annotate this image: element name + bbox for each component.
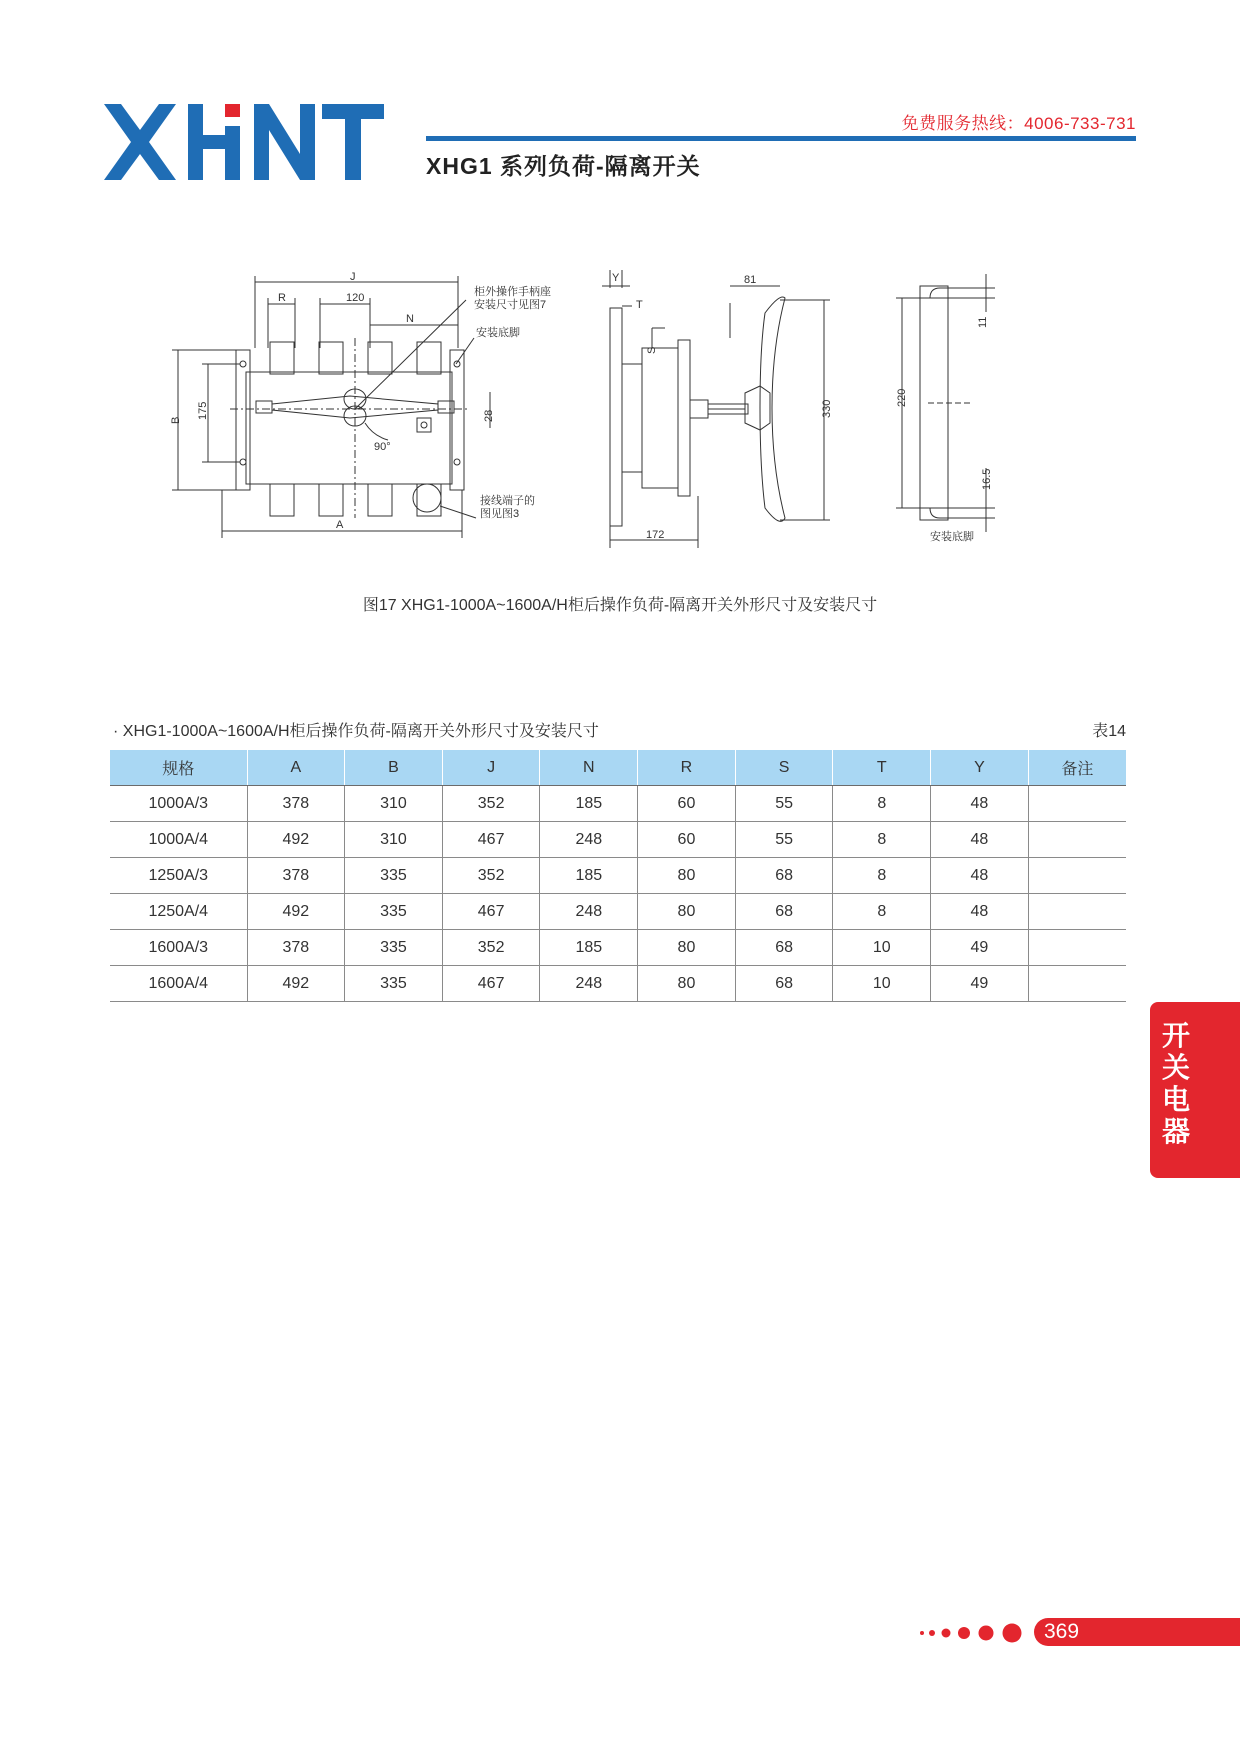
table-header-row	[110, 750, 1126, 786]
figure-caption: 图17 XHG1-1000A~1600A/H柜后操作负荷-隔离开关外形尺寸及安装尺寸	[362, 597, 878, 614]
value-cell: 352	[442, 858, 540, 894]
value-cell	[1028, 966, 1126, 1002]
value-cell: 335	[345, 930, 443, 966]
value-cell: 352	[442, 930, 540, 966]
table-row	[110, 858, 1126, 894]
table-row	[110, 786, 1126, 822]
value-cell: 68	[735, 966, 833, 1002]
dim-y: Y	[612, 272, 620, 284]
brand-logo	[104, 104, 384, 180]
note-handle-2: 安装尺寸见图7	[474, 299, 547, 311]
table-row	[110, 966, 1126, 1002]
dim-90: 90°	[374, 441, 391, 453]
col-header: 规格	[110, 750, 247, 786]
dim-r: R	[278, 292, 286, 304]
page-number-badge	[1034, 1618, 1240, 1646]
value-cell: 467	[442, 822, 540, 858]
note-handle-1: 柜外操作手柄座	[474, 286, 551, 298]
col-header: Y	[931, 750, 1029, 786]
value-cell: 80	[638, 966, 736, 1002]
value-cell: 68	[735, 930, 833, 966]
value-cell: 492	[247, 822, 345, 858]
spec-cell: 1600A/4	[110, 966, 247, 1002]
spec-cell: 1000A/4	[110, 822, 247, 858]
value-cell: 492	[247, 894, 345, 930]
page-title: XHG1 系列负荷-隔离开关	[426, 153, 701, 179]
dim-81: 81	[744, 274, 757, 286]
dim-172: 172	[646, 529, 665, 541]
dim-t: T	[636, 299, 643, 311]
value-cell: 185	[540, 858, 638, 894]
value-cell: 492	[247, 966, 345, 1002]
value-cell: 60	[638, 786, 736, 822]
value-cell: 49	[931, 930, 1029, 966]
spec-cell: 1250A/4	[110, 894, 247, 930]
value-cell: 467	[442, 966, 540, 1002]
value-cell	[1028, 858, 1126, 894]
value-cell: 49	[931, 966, 1029, 1002]
col-header: B	[345, 750, 443, 786]
table-row	[110, 822, 1126, 858]
hotline-text: 免费服务热线：4006-733-731	[901, 114, 1136, 133]
value-cell: 352	[442, 786, 540, 822]
col-header: R	[638, 750, 736, 786]
value-cell: 248	[540, 822, 638, 858]
value-cell: 80	[638, 858, 736, 894]
dim-b: B	[170, 416, 182, 424]
value-cell: 48	[931, 894, 1029, 930]
table-row	[110, 930, 1126, 966]
note-foot: 安装底脚	[476, 327, 520, 339]
value-cell: 8	[833, 786, 931, 822]
value-cell: 248	[540, 894, 638, 930]
spec-cell: 1600A/3	[110, 930, 247, 966]
value-cell: 335	[345, 858, 443, 894]
side-view	[602, 270, 833, 548]
value-cell: 48	[931, 786, 1029, 822]
value-cell: 8	[833, 858, 931, 894]
value-cell: 80	[638, 894, 736, 930]
table-row	[110, 894, 1126, 930]
value-cell: 378	[247, 858, 345, 894]
foot-view	[896, 274, 995, 543]
front-view	[170, 271, 551, 538]
dim-n: N	[406, 313, 414, 325]
value-cell: 310	[345, 786, 443, 822]
value-cell: 68	[735, 894, 833, 930]
header-divider	[426, 136, 1136, 141]
value-cell: 8	[833, 822, 931, 858]
spec-cell: 1000A/3	[110, 786, 247, 822]
value-cell	[1028, 894, 1126, 930]
value-cell: 10	[833, 930, 931, 966]
dim-s: S	[646, 346, 658, 354]
note-terminal-1: 接线端子的	[480, 495, 535, 507]
note-foot-2: 安装底脚	[930, 531, 974, 543]
value-cell: 310	[345, 822, 443, 858]
dim-28: 28	[483, 409, 495, 422]
note-terminal-2: 图见图3	[480, 508, 520, 520]
value-cell: 80	[638, 930, 736, 966]
value-cell: 185	[540, 786, 638, 822]
value-cell: 55	[735, 786, 833, 822]
table-title: · XHG1-1000A~1600A/H柜后操作负荷-隔离开关外形尺寸及安装尺寸	[113, 723, 599, 740]
dimension-table	[110, 750, 1126, 1002]
col-header: 备注	[1028, 750, 1126, 786]
dim-220: 220	[896, 388, 908, 407]
value-cell: 248	[540, 966, 638, 1002]
value-cell: 48	[931, 822, 1029, 858]
col-header: J	[442, 750, 540, 786]
dim-120: 120	[346, 292, 365, 304]
value-cell	[1028, 822, 1126, 858]
col-header: S	[735, 750, 833, 786]
value-cell: 467	[442, 894, 540, 930]
col-header: A	[247, 750, 345, 786]
category-side-tab	[1150, 1002, 1240, 1178]
value-cell: 10	[833, 966, 931, 1002]
page-dots-decoration	[918, 1622, 1028, 1644]
value-cell: 335	[345, 894, 443, 930]
dim-a: A	[336, 519, 344, 531]
value-cell: 68	[735, 858, 833, 894]
value-cell: 48	[931, 858, 1029, 894]
dimension-drawing	[160, 268, 1060, 558]
side-tab-label: 开关电器	[1161, 1020, 1190, 1147]
col-header: T	[833, 750, 931, 786]
value-cell: 8	[833, 894, 931, 930]
value-cell	[1028, 786, 1126, 822]
dim-11: 11	[977, 316, 989, 328]
value-cell: 60	[638, 822, 736, 858]
value-cell: 378	[247, 786, 345, 822]
value-cell: 378	[247, 930, 345, 966]
value-cell: 185	[540, 930, 638, 966]
dim-16-5: 16.5	[981, 468, 993, 490]
value-cell: 55	[735, 822, 833, 858]
col-header: N	[540, 750, 638, 786]
value-cell: 335	[345, 966, 443, 1002]
page-number: 369	[1044, 1620, 1080, 1643]
spec-cell: 1250A/3	[110, 858, 247, 894]
value-cell	[1028, 930, 1126, 966]
dim-330: 330	[821, 399, 833, 418]
dim-175: 175	[197, 401, 209, 420]
table-number: 表14	[1092, 723, 1126, 740]
dim-j: J	[350, 271, 356, 283]
